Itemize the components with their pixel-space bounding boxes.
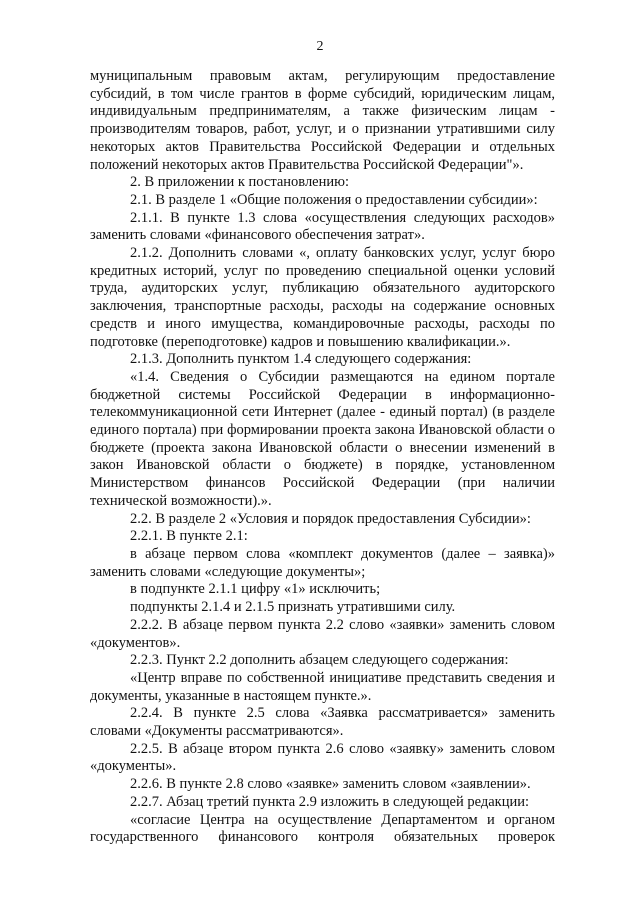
paragraph-1-4-quote: «1.4. Сведения о Субсидии размещаются на едином портале бюджетной системы Российской Федерации в информационно-телекоммуникационной сети Интернет (далее - единый портал) (в разделе единого портала) при формировании проекта закона Ивановской области о бюджете (проекта закона Ивановской области о внесении изменений в закон Ивановской области о бюджете) в порядке, установленном Министерством финансов Российской Федерации (при наличии технической возможности).». [90, 368, 555, 509]
paragraph-2-2-5: 2.2.5. В абзаце втором пункта 2.6 слово «заявку» заменить словом «документы». [90, 740, 555, 775]
document-body [90, 68, 555, 847]
paragraph-2-2-1-b: в подпункте 2.1.1 цифру «1» исключить; [130, 581, 381, 598]
paragraph-2-2: 2.2. В разделе 2 «Условия и порядок предоставления Субсидии»: [130, 510, 531, 527]
paragraph-2-2-1-a: в абзаце первом слова «комплект документов (далее – заявка)» заменить словами «следующие документы»; [90, 545, 555, 580]
paragraph-2-2-7: 2.2.7. Абзац третий пункта 2.9 изложить в следующей редакции: [130, 793, 529, 810]
paragraph-2-1-2: 2.1.2. Дополнить словами «, оплату банковских услуг, услуг бюро кредитных историй, услуг по проведению специальной оценки условий труда, аудиторских услуг, публикацию обязательного аудиторского заключения, транспортные расходы, расходы на содержание основных средств и иного имущества, командировочные расходы, расходы по подготовке (переподготовке) кадров и повышению квалификации.». [90, 245, 555, 350]
paragraph-2-2-1: 2.2.1. В пункте 2.1: [130, 528, 248, 545]
paragraph-2-2-6: 2.2.6. В пункте 2.8 слово «заявке» заменить словом «заявлении». [130, 776, 531, 793]
page-number: 2 [316, 39, 324, 54]
paragraph-2-2-3-quote: «Центр вправе по собственной инициативе представить сведения и документы, указанные в настоящем пункте.». [90, 669, 555, 704]
paragraph-2-2-1-c: подпункты 2.1.4 и 2.1.5 признать утратившими силу. [130, 599, 456, 616]
paragraph-2-2-4: 2.2.4. В пункте 2.5 слова «Заявка рассматривается» заменить словами «Документы рассматриваются». [90, 705, 555, 740]
paragraph-continuation: муниципальным правовым актам, регулирующим предоставление субсидий, в том числе грантов в форме субсидий, юридическим лицам, индивидуальным предпринимателям, а также физическим лицам - производителям товаров, работ, услуг, и о признании утратившими силу некоторых актов Правительства Российской Федерации и отдельных положений некоторых актов Правительства Российской Федерации"». [90, 68, 555, 173]
paragraph-2-2-7-quote: «согласие Центра на осуществление Департаментом и органом государственного финансового контроля обязательных проверок [90, 811, 555, 846]
paragraph-2-1: 2.1. В разделе 1 «Общие положения о предоставлении субсидии»: [130, 191, 538, 208]
paragraph-2-2-3: 2.2.3. Пункт 2.2 дополнить абзацем следующего содержания: [130, 652, 509, 669]
paragraph-section-2: 2. В приложении к постановлению: [130, 174, 350, 191]
paragraph-2-1-1: 2.1.1. В пункте 1.3 слова «осуществления следующих расходов» заменить словами «финансового обеспечения затрат». [90, 209, 555, 244]
paragraph-2-2-2: 2.2.2. В абзаце первом пункта 2.2 слово «заявки» заменить словом «документов». [90, 616, 555, 651]
paragraph-2-1-3: 2.1.3. Дополнить пунктом 1.4 следующего содержания: [130, 351, 472, 368]
